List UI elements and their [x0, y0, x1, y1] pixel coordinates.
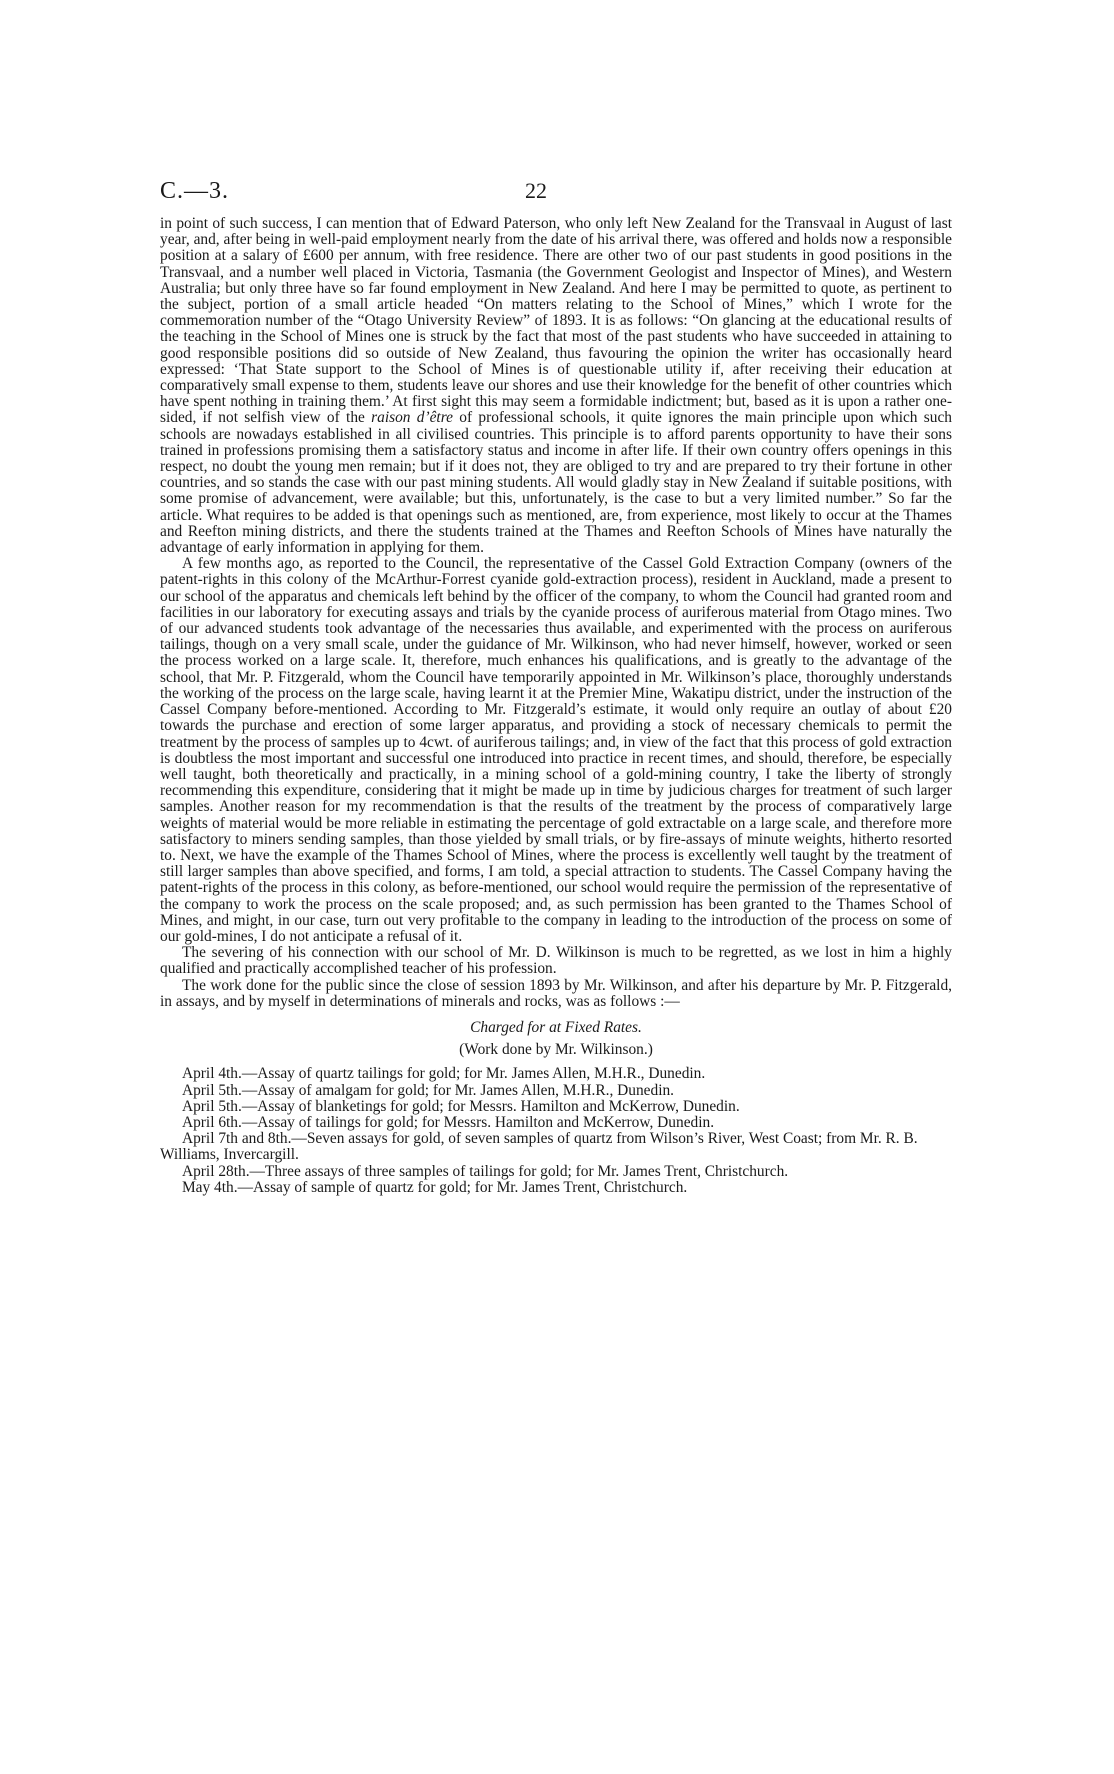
list-item: April 5th.—Assay of amalgam for gold; for Mr. James Allen, M.H.R., Dunedin.: [182, 1081, 675, 1099]
body-text: [160, 216, 952, 1196]
page-number: 22: [525, 178, 547, 203]
raison-d-etre-phrase: raison d’être: [371, 409, 453, 427]
paragraph-1-continued: of professional schools, it quite ignores the main principle upon which such schools are nowadays established in all civilised countries. This principle is to afford parents opportunity to have their sons trained in professions promising them a satisfactory status and income in after life. If their own country offers openings in this respect, no doubt the young men remain; but if it does not, they are obliged to try and are prepared to try their fortune in other countries, and so stands the case with our past mining students. All would gladly stay in New Zealand if suitable positions, with some promise of advancement, were available; but this, unfortunately, is the case to but a very limited number.” So far the article. What requires to be added is that openings such as mentioned, are, from experience, most likely to occur at the Thames and Reefton mining districts, and there the students trained at the Thames and Reefton Schools of Mines have naturally the advantage of early information in applying for them.: [160, 409, 953, 557]
document-reference: C.—3.: [160, 178, 230, 204]
paragraph-4: The work done for the public since the close of session 1893 by Mr. Wilkinson, and after his departure by Mr. P. Fitzgerald, in assays, and by myself in determinations of minerals and rocks, was as follows :—: [160, 976, 952, 1010]
list-item: April 5th.—Assay of blanketings for gold; for Messrs. Hamilton and McKerrow, Dunedin.: [182, 1097, 740, 1115]
list-item: April 6th.—Assay of tailings for gold; for Messrs. Hamilton and McKerrow, Dunedin.: [182, 1113, 715, 1131]
section-subtitle: (Work done by Mr. Wilkinson.): [459, 1041, 653, 1059]
paragraph-2: A few months ago, as reported to the Council, the representative of the Cassel Gold Extraction Company (owners of the patent-rights in this colony of the McArthur-Forrest cyanide gold-extraction process), resident in Auckland, made a present to our school of the apparatus and chemicals left behind by the officer of the company, to whom the Council had granted room and facilities in our laboratory for executing assays and trials by the cyanide process of auriferous material from Otago mines. Two of our advanced students took advantage of the necessaries thus available, and experimented with the process on auriferous tailings, though on a very small scale, under the guidance of Mr. Wilkinson, who had never himself, however, worked or seen the process worked on a large scale. It, therefore, much enhances his qualifications, and is greatly to the advantage of the school, that Mr. P. Fitzgerald, whom the Council have temporarily appointed in Mr. Wilkinson’s place, thoroughly understands the working of the process on the large scale, having learnt it at the Premier Mine, Wakatipu district, under the instruction of the Cassel Company before-mentioned. According to Mr. Fitzgerald’s estimate, it would only require an outlay of about £20 towards the purchase and erection of some larger apparatus, and providing a stock of necessary chemicals to permit the treatment by the process of samples up to 4cwt. of auriferous tailings; and, in view of the fact that this process of gold extraction is doubtless the most important and successful one introduced into practice in recent times, and should, therefore, be especially well taught, both theoretically and practically, in a mining school of a gold-mining country, I take the liberty of strongly recommending this expenditure, considering that it might be made up in time by judicious charges for treatment of such larger samples. Another reason for my recommendation is that the results of the treatment by the process of comparatively large weights of material would be more reliable in estimating the percentage of gold extractable on a large scale, and therefore more satisfactory to miners sending samples, than those yielded by small trials, or by fire-assays of minute weights, hitherto resorted to. Next, we have the example of the Thames School of Mines, where the process is excellently well taught by the treatment of still larger samples than above specified, and forms, I am told, a special attraction to students. The Cassel Company having the patent-rights of the process in this colony, as before-mentioned, our school would require the permission of the representative of the company to work the process on the scale proposed; and, as such permission has been granted to the Thames School of Mines, and might, in our case, turn out very profitable to the company in leading to the introduction of the process on some of our gold-mines, I do not anticipate a refusal of it.: [160, 555, 952, 945]
list-item: May 4th.—Assay of sample of quartz for gold; for Mr. James Trent, Christchurch.: [182, 1178, 688, 1196]
list-item: April 28th.—Three assays of three samples of tailings for gold; for Mr. James Trent, Christchurch.: [182, 1162, 789, 1180]
paragraph-3: The severing of his connection with our school of Mr. D. Wilkinson is much to be regretted, as we lost in him a highly qualified and practically accomplished teacher of his profession.: [160, 944, 952, 978]
paragraph-1: [160, 216, 952, 556]
list-item: April 7th and 8th.—Seven assays for gold, of seven samples of quartz from Wilson’s River, West Coast; from Mr. R. B. Williams, Invercargill.: [160, 1130, 918, 1164]
list-item: April 4th.—Assay of quartz tailings for gold; for Mr. James Allen, M.H.R., Dunedin.: [182, 1065, 706, 1083]
section-title: Charged for at Fixed Rates.: [470, 1018, 642, 1036]
paragraph-1-text: in point of such success, I can mention that of Edward Paterson, who only left New Zealand for the Transvaal in August of last year, and, after being in well-paid employment nearly from the date of his arrival there, was offered and holds now a responsible position at a salary of £600 per annum, with free residence. There are other two of our past students in good positions in the Transvaal, and a number well placed in Victoria, Tasmania (the Government Geologist and Inspector of Mines), and Western Australia; but only three have so far found employment in New Zealand. And here I may be permitted to quote, as pertinent to the subject, portion of a small article headed “On matters relating to the School of Mines,” which I wrote for the commemoration number of the “Otago University Review” of 1893. It is as follows: “On glancing at the educational results of the teaching in the School of Mines one is struck by the fact that most of the past students who have succeeded in attaining to good responsible positions did so outside of New Zealand, thus favouring the opinion the writer has occasionally heard expressed: ‘That State support to the School of Mines is of questionable utility if, after receiving their education at comparatively small expense to them, students leave our shores and use their knowledge for the benefit of other countries which have spent nothing in training them.’ At first sight this may seem a formidable indictment; but, based as it is upon a rather one-sided, if not selfish view of the: [160, 215, 952, 427]
